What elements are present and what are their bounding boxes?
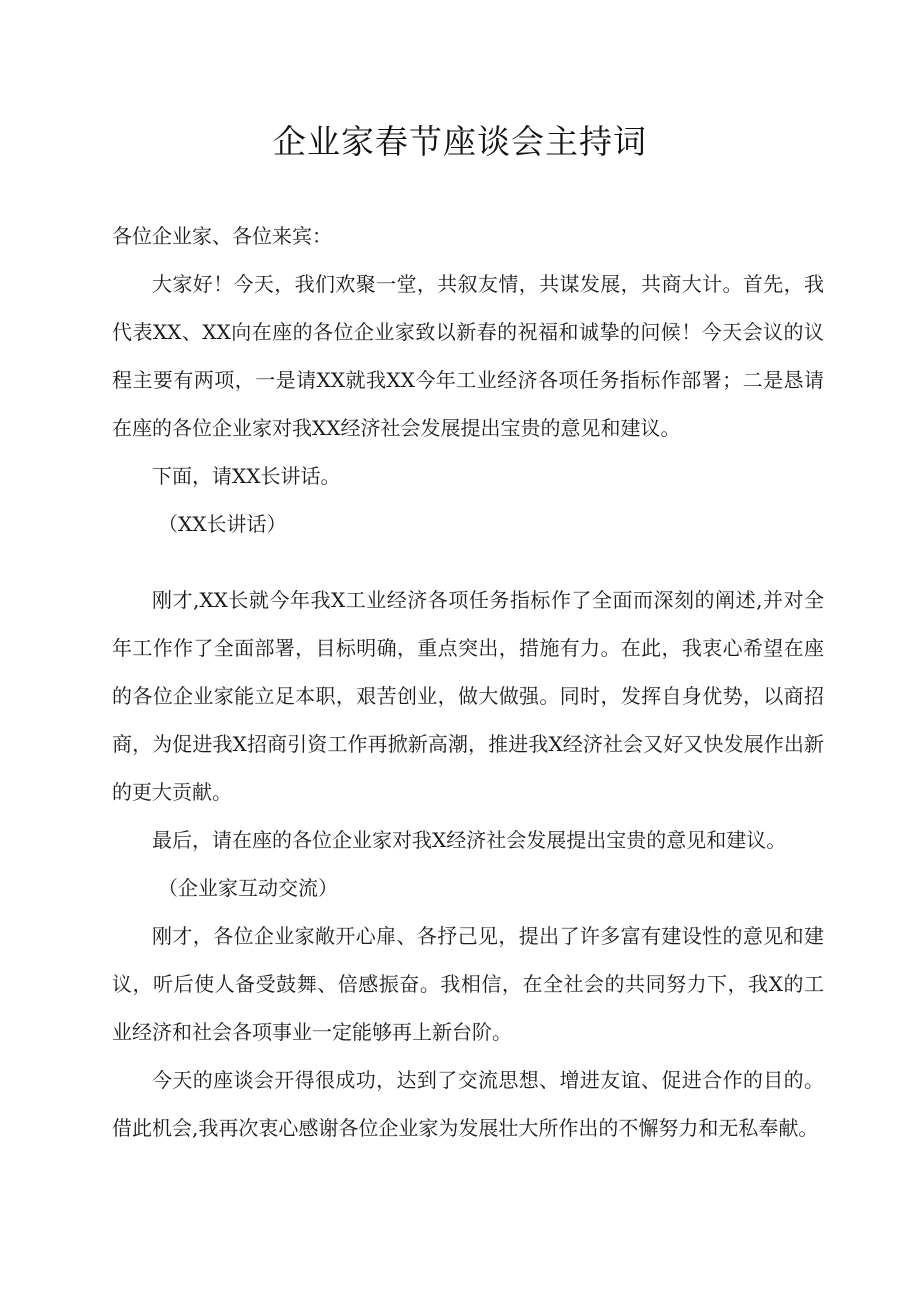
paragraph-opening: 大家好！今天，我们欢聚一堂，共叙友情，共谋发展，共商大计。首先，我代表XX、XX向在座的各位企业家致以新春的祝福和诚挚的问候！今天会议的议程主要有两项，一是请XX就我XX今年工业经济各项任务指标作部署；二是恳请在座的各位企业家对我XX经济社会发展提出宝贵的意见和建议。	[112, 272, 824, 440]
stage-direction-speech: （XX长讲话）	[158, 512, 287, 536]
paragraph-invite-speech: 下面，请XX长讲话。	[152, 464, 341, 488]
paragraph-summary: 刚才,XX长就今年我X工业经济各项任务指标作了全面而深刻的阐述,并对全年工作作了全面部署，目标明确，重点突出，措施有力。在此，我衷心希望在座的各位企业家能立足本职，艰苦创业，做大做强。同时，发挥自身优势，以商招商，为促进我X招商引资工作再掀新高潮，推进我X经济社会又好又快发展作出新的更大贡献。	[112, 588, 824, 804]
salutation: 各位企业家、各位来宾：	[112, 224, 332, 248]
paragraph-closing: 今天的座谈会开得很成功，达到了交流思想、增进友谊、促进合作的目的。借此机会,我再次衷心感谢各位企业家为发展壮大所作出的不懈努力和无私奉献。	[112, 1068, 824, 1140]
paragraph-invite-suggestions: 最后，请在座的各位企业家对我X经济社会发展提出宝贵的意见和建议。	[152, 828, 787, 852]
paragraph-reflection: 刚才，各位企业家敞开心扉、各抒己见，提出了许多富有建设性的意见和建议，听后使人备受鼓舞、倍感振奋。我相信，在全社会的共同努力下，我X的工业经济和社会各项事业一定能够再上新台阶。	[112, 924, 824, 1044]
document-body	[112, 212, 824, 1152]
document-title: 企业家春节座谈会主持词	[273, 122, 647, 161]
stage-direction-interaction: （企业家互动交流）	[158, 876, 338, 900]
